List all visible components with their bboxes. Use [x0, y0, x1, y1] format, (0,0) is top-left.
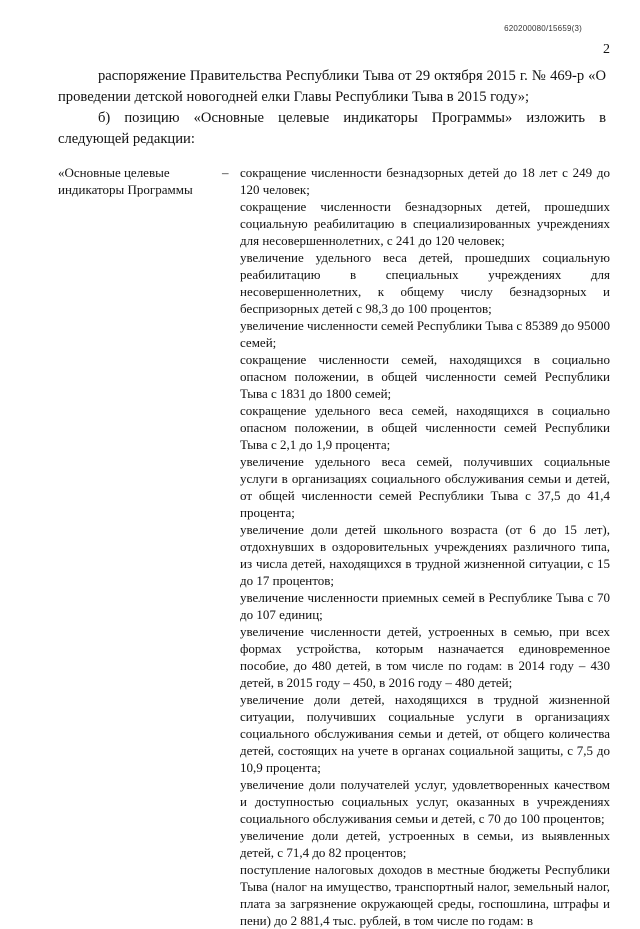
indicator-item: увеличение численности приемных семей в Республике Тыва с 70 до 107 единиц; [240, 590, 610, 622]
indicator-item: сокращение численности семей, находящихся в социально опасном положении, в общей численности семей Республики Тыва с 1831 до 1800 семей; [240, 352, 610, 401]
indicator-item: сокращение численности безнадзорных детей до 18 лет с 249 до 120 человек; [240, 165, 610, 197]
indicator-item: увеличение удельного веса семей, получивших социальные услуги в организациях социального обслуживания семьи и детей, от общей численности семей Республики Тыва с 37,5 до 41,4 процента; [240, 454, 610, 520]
label-dash: – [222, 165, 229, 180]
indicators-list [240, 164, 610, 929]
indicator-item: увеличение доли детей школьного возраста (от 6 до 15 лет), отдохнувших в оздоровительных учреждениях различного типа, из числа детей, находящихся в трудной жизненной ситуации, с 15 до 17 процентов; [240, 522, 610, 588]
intro-paragraph-1: распоряжение Правительства Республики Тыва от 29 октября 2015 г. № 469-р «О проведении детской новогодней елки Главы Республики Тыва в 2015 году»; [58, 68, 606, 105]
document-stamp: 620200080/15659(3) [504, 24, 582, 33]
indicator-item: сокращение численности безнадзорных детей, прошедших социальную реабилитацию в специализированных учреждениях для несовершеннолетних, с 241 до 120 человек; [240, 199, 610, 248]
indicator-item: сокращение удельного веса семей, находящихся в социально опасном положении, в общей численности семей Республики Тыва с 2,1 до 1,9 процента; [240, 403, 610, 452]
indicator-item: увеличение доли получателей услуг, удовлетворенных качеством и доступностью социальных услуг, оказанных в учреждениях социального обслуживания семьи и детей, с 70 до 100 процентов; [240, 777, 610, 826]
intro-text [58, 66, 606, 150]
indicator-item: увеличение доли детей, устроенных в семьи, из выявленных детей, с 71,4 до 82 процентов; [240, 828, 610, 860]
indicator-item: увеличение доли детей, находящихся в трудной жизненной ситуации, получивших социальные услуги в организациях социального обслуживания семьи и детей, от общего количества детей, состоящих на учете в органах социальной защиты, с 7,5 до 10,9 процента; [240, 692, 610, 775]
indicator-item: увеличение удельного веса детей, прошедших социальную реабилитацию в специальных учреждениях для несовершеннолетних, к общему числу безнадзорных и беспризорных детей с 98,3 до 100 процентов; [240, 250, 610, 316]
page-number: 2 [603, 42, 610, 57]
indicators-label: «Основные целевые индикаторы Программы [58, 165, 193, 197]
indicator-item: увеличение численности семей Республики Тыва с 85389 до 95000 семей; [240, 318, 610, 350]
intro-paragraph-2: б) позицию «Основные целевые индикаторы Программы» изложить в следующей редакции: [58, 110, 606, 147]
indicator-item: поступление налоговых доходов в местные бюджеты Республики Тыва (налог на имущество, транспортный налог, земельный налог, плата за загрязнение окружающей среды, госпошлина, штрафы и пени) до 2 881,4 тыс. рублей, в том числе по годам: в [240, 862, 610, 928]
indicator-item: увеличение численности детей, устроенных в семью, при всех формах устройства, которым назначается единовременное пособие, до 480 детей, в том числе по годам: в 2014 году – 430 детей, в 2015 году – 450, в 2016 году – 480 детей; [240, 624, 610, 690]
